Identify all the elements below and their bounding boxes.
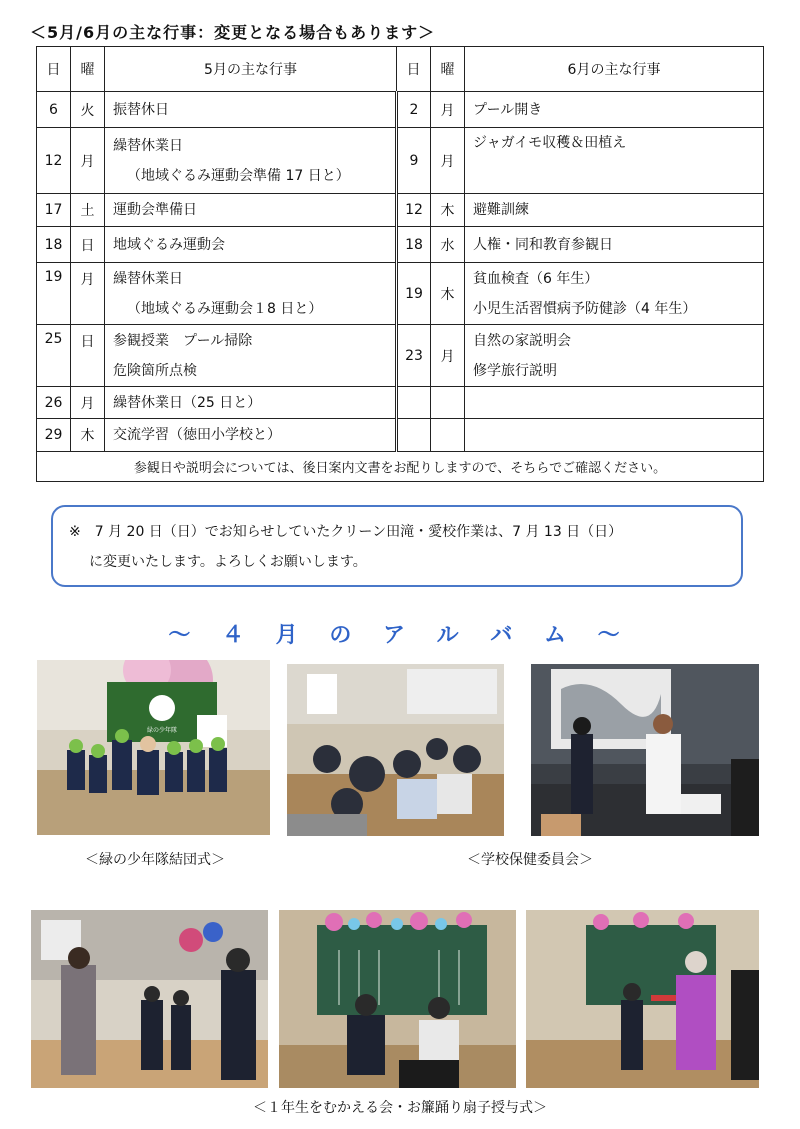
header-may-events: 5月の主な行事: [105, 47, 397, 92]
june-weekday: 月: [431, 128, 465, 194]
june-event: [465, 325, 764, 387]
event-line: 自然の家説明会: [473, 332, 571, 349]
may-day: 12: [37, 128, 71, 194]
photo-welcome-fan-presentation: [526, 910, 759, 1088]
table-row: [37, 325, 764, 387]
may-weekday: 月: [71, 263, 105, 325]
june-weekday: 月: [431, 92, 465, 128]
banner-text: 緑の少年隊: [146, 727, 178, 734]
may-weekday: 月: [71, 128, 105, 194]
june-day: 2: [397, 92, 431, 128]
june-weekday: 木: [431, 263, 465, 325]
june-event: [465, 227, 764, 263]
table-row: [37, 194, 764, 227]
schedule-heading: ＜5月/6月の主な行事：変更となる場合もあります＞: [30, 23, 436, 42]
header-may-weekday: 曜: [71, 47, 105, 92]
event-line: 地域ぐるみ運動会: [113, 236, 225, 253]
may-weekday: 木: [71, 419, 105, 452]
june-weekday: 水: [431, 227, 465, 263]
may-day: 19: [37, 263, 71, 325]
june-event: [465, 194, 764, 227]
may-day: 17: [37, 194, 71, 227]
june-day: 23: [397, 325, 431, 387]
june-day: 12: [397, 194, 431, 227]
event-line: 繰替休業日（25 日と）: [113, 394, 262, 411]
may-weekday: 火: [71, 92, 105, 128]
event-line: 参観授業 プール掃除: [113, 332, 253, 349]
caption-welcome: ＜１年生をむかえる会・お簾踊り扇子授与式＞: [253, 1100, 547, 1116]
may-event: [105, 419, 397, 452]
photo-green-youth-ceremony: [37, 660, 270, 835]
may-event: [105, 263, 397, 325]
june-weekday: 木: [431, 194, 465, 227]
event-line: （地域ぐるみ運動会１8 日と）: [127, 300, 323, 317]
june-event-empty: [465, 419, 764, 452]
may-day: 18: [37, 227, 71, 263]
may-day: 26: [37, 387, 71, 419]
event-line: 人権・同和教育参観日: [473, 236, 613, 253]
may-weekday: 日: [71, 227, 105, 263]
may-event: [105, 227, 397, 263]
june-event: [465, 128, 764, 194]
may-event: [105, 194, 397, 227]
june-day: 18: [397, 227, 431, 263]
notice-box: [51, 505, 743, 587]
may-weekday: 日: [71, 325, 105, 387]
caption-green-youth: ＜緑の少年隊結団式＞: [85, 852, 225, 868]
photo-health-committee-presentation: [531, 664, 759, 836]
may-day: 29: [37, 419, 71, 452]
event-line: 振替休日: [113, 101, 169, 118]
table-row: [37, 263, 764, 325]
table-row: [37, 128, 764, 194]
table-row: [37, 227, 764, 263]
may-event: [105, 128, 397, 194]
album-title: ～ ４ 月 の ア ル バ ム ～: [168, 623, 632, 648]
may-weekday: 月: [71, 387, 105, 419]
event-line: プール開き: [473, 101, 543, 118]
table-note: 参観日や説明会については、後日案内文書をお配りしますので、そちらでご確認ください。: [37, 452, 764, 482]
may-event: [105, 92, 397, 128]
event-line: 修学旅行説明: [473, 362, 557, 379]
event-line: ジャガイモ収穫＆田植え: [473, 135, 627, 151]
table-row: [37, 387, 764, 419]
event-line: 運動会準備日: [113, 202, 197, 218]
june-weekday: 月: [431, 325, 465, 387]
event-line: （地域ぐるみ運動会準備 17 日と）: [127, 167, 350, 184]
caption-health-committee: ＜学校保健委員会＞: [467, 852, 593, 868]
may-event: [105, 325, 397, 387]
table-row: [37, 92, 764, 128]
notice-line-1: ※ 7 月 20 日（日）でお知らせしていたクリーン田滝・愛校作業は、7 月 13 日（日）: [69, 524, 623, 540]
event-line: 避難訓練: [473, 202, 529, 218]
june-event: [465, 92, 764, 128]
may-event: [105, 387, 397, 419]
table-header-row: [37, 47, 764, 92]
header-june-events: 6月の主な行事: [465, 47, 764, 92]
event-line: 小児生活習慣病予防健診（4 年生）: [473, 300, 697, 317]
event-line: 繰替休業日: [113, 270, 183, 287]
photo-health-committee-audience: [287, 664, 504, 836]
june-day: 19: [397, 263, 431, 325]
june-event-empty: [465, 387, 764, 419]
schedule-table: [36, 46, 764, 482]
june-day-empty: [397, 419, 431, 452]
june-day-empty: [397, 387, 431, 419]
june-weekday-empty: [431, 419, 465, 452]
event-line: 交流学習（徳田小学校と）: [113, 427, 281, 443]
may-day: 6: [37, 92, 71, 128]
event-line: 繰替休業日: [113, 137, 183, 154]
photo-welcome-gym: [31, 910, 268, 1088]
header-may-day: 日: [37, 47, 71, 92]
event-line: 貧血検査（6 年生）: [473, 270, 599, 287]
june-event: [465, 263, 764, 325]
notice-line-2: に変更いたします。よろしくお願いします。: [89, 554, 367, 570]
table-row: [37, 419, 764, 452]
june-weekday-empty: [431, 387, 465, 419]
may-weekday: 土: [71, 194, 105, 227]
header-june-day: 日: [397, 47, 431, 92]
photo-welcome-chalkboard: [279, 910, 516, 1088]
may-day: 25: [37, 325, 71, 387]
table-note-row: [37, 452, 764, 482]
june-day: 9: [397, 128, 431, 194]
event-line: 危険箇所点検: [113, 362, 197, 379]
header-june-weekday: 曜: [431, 47, 465, 92]
